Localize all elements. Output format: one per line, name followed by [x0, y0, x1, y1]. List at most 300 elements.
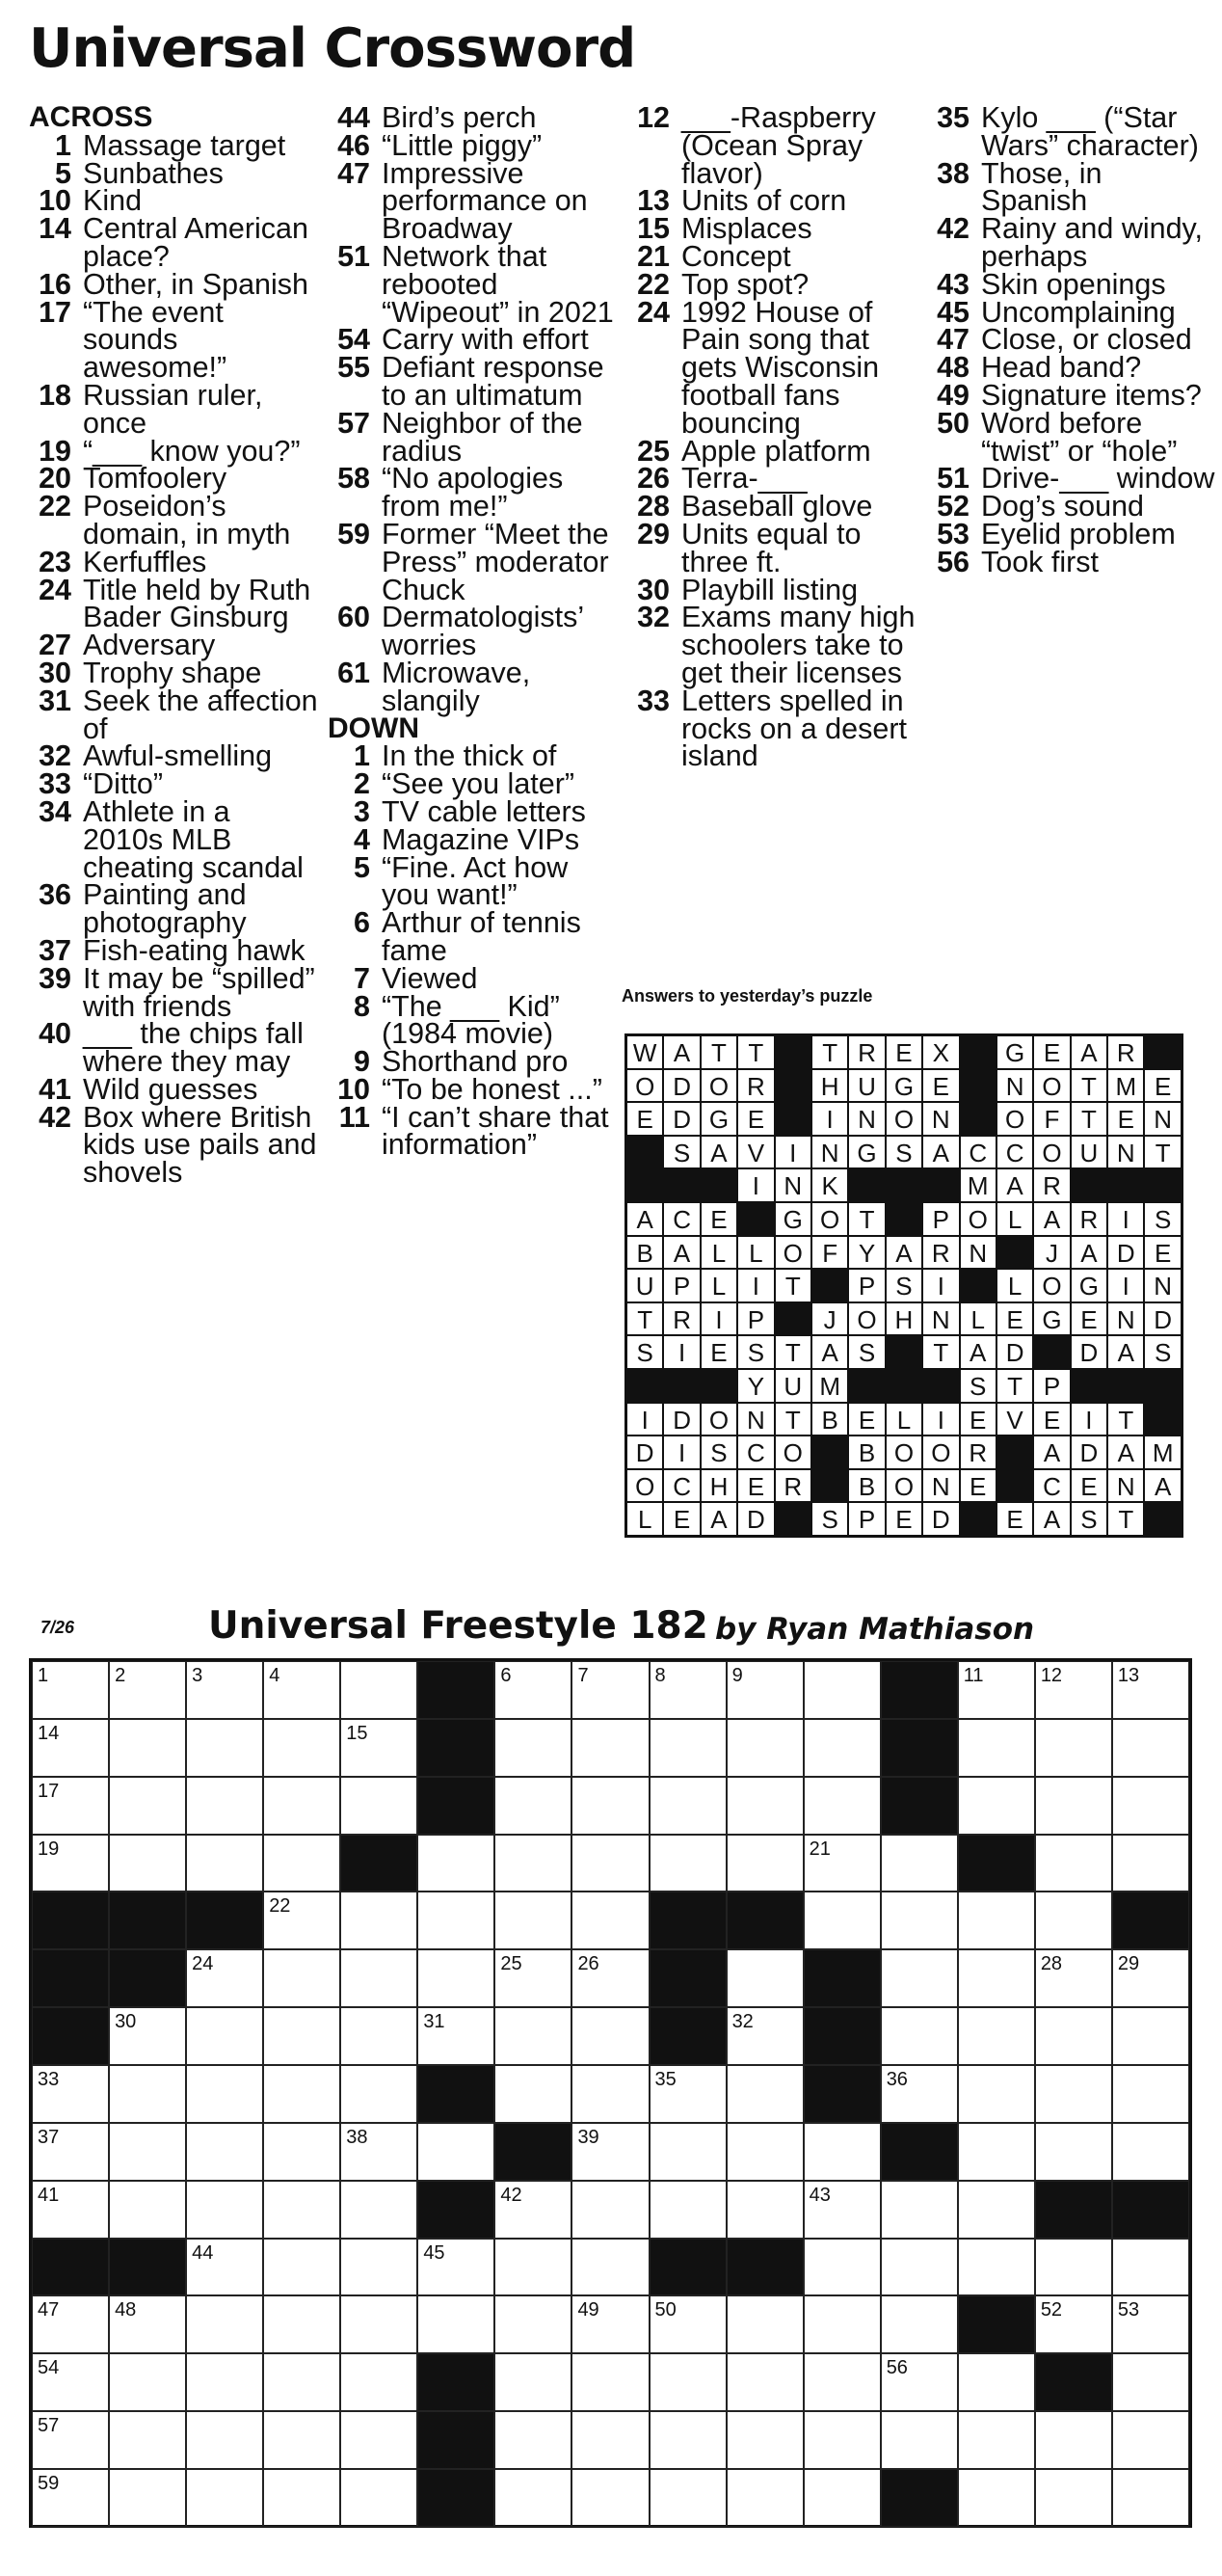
grid-cell[interactable] [650, 2469, 727, 2527]
grid-cell[interactable] [109, 2353, 186, 2411]
grid-black-cell [417, 2181, 494, 2239]
grid-cell[interactable] [881, 1949, 958, 2007]
answers-black-cell [1144, 1168, 1181, 1202]
grid-cell[interactable] [958, 1892, 1035, 1949]
grid-cell[interactable] [650, 1835, 727, 1892]
grid-row [32, 1835, 1189, 1892]
grid-cell[interactable] [109, 2123, 186, 2181]
grid-cell[interactable] [32, 2123, 109, 2181]
grid-cell[interactable] [263, 2065, 340, 2123]
answers-letter-cell: B [626, 1236, 663, 1270]
grid-cell[interactable] [650, 2353, 727, 2411]
grid-cell[interactable] [727, 1777, 804, 1835]
grid-cell[interactable] [186, 2295, 263, 2353]
answers-letter-cell: A [701, 1502, 737, 1536]
grid-cell[interactable] [263, 1661, 340, 1719]
grid-cell[interactable] [186, 2353, 263, 2411]
clue [328, 989, 617, 1051]
answers-letter-cell: I [922, 1403, 959, 1436]
grid-cell[interactable] [109, 2295, 186, 2353]
grid-black-cell [881, 2469, 958, 2527]
answers-row [626, 1469, 1182, 1503]
grid-cell[interactable] [109, 1719, 186, 1777]
answers-black-cell [775, 1069, 811, 1103]
grid-cell[interactable] [494, 2181, 571, 2239]
grid-cell[interactable] [494, 1949, 571, 2007]
grid-cell[interactable] [186, 2123, 263, 2181]
clue-text: Adversary [83, 629, 216, 662]
answers-black-cell [1144, 1403, 1181, 1436]
grid-cell[interactable] [340, 2411, 417, 2469]
answers-letter-cell: E [922, 1069, 959, 1103]
grid-cell[interactable] [571, 2469, 649, 2527]
clue-text: “To be honest ...” [382, 1072, 602, 1106]
answers-letter-cell: G [701, 1102, 737, 1136]
grid-cell[interactable] [340, 2239, 417, 2296]
grid-cell[interactable] [958, 1719, 1035, 1777]
grid-cell[interactable] [650, 1777, 727, 1835]
grid-cell[interactable] [494, 2065, 571, 2123]
answers-letter-cell: T [1107, 1502, 1144, 1536]
grid-cell[interactable] [263, 2239, 340, 2296]
grid-cell[interactable] [186, 2065, 263, 2123]
clue-text: Kerfuffles [83, 545, 207, 578]
grid-cell[interactable] [186, 1719, 263, 1777]
clue-number: 5 [55, 156, 71, 190]
grid-cell[interactable] [571, 2181, 649, 2239]
grid-cell[interactable] [186, 1661, 263, 1719]
clue [328, 351, 617, 412]
grid-cell[interactable] [494, 1892, 571, 1949]
grid-cell-number: 11 [963, 1665, 984, 1686]
clue-number: 21 [637, 239, 670, 273]
answers-letter-cell: I [1107, 1269, 1144, 1302]
grid-cell[interactable] [571, 2065, 649, 2123]
grid-cell[interactable] [727, 2469, 804, 2527]
grid-cell[interactable] [494, 1661, 571, 1719]
clue [29, 933, 318, 967]
grid-cell[interactable] [727, 2411, 804, 2469]
answers-letter-cell: S [701, 1436, 737, 1469]
answers-letter-cell: L [996, 1269, 1033, 1302]
grid-cell[interactable] [804, 2123, 881, 2181]
grid-cell[interactable] [109, 1777, 186, 1835]
answers-letter-cell: E [886, 1502, 922, 1536]
grid-cell[interactable] [32, 2181, 109, 2239]
clue [29, 1072, 318, 1106]
clue-text: Former “Meet the Press” moderator Chuck [382, 517, 609, 606]
grid-cell[interactable] [571, 2353, 649, 2411]
grid-cell[interactable] [881, 1892, 958, 1949]
answers-letter-cell: H [811, 1069, 848, 1103]
grid-cell[interactable] [1112, 2123, 1189, 2181]
grid-cell[interactable] [186, 2181, 263, 2239]
grid-cell[interactable] [109, 2469, 186, 2527]
grid-cell[interactable] [958, 2469, 1035, 2527]
grid-cell[interactable] [958, 1949, 1035, 2007]
answers-letter-cell: G [1033, 1302, 1070, 1336]
clue-text: Impressive performance on Broadway [382, 156, 588, 246]
grid-cell[interactable] [109, 2007, 186, 2065]
clue-number: 8 [354, 989, 370, 1023]
grid-cell[interactable] [571, 1777, 649, 1835]
grid-cell[interactable] [417, 1892, 494, 1949]
grid-cell[interactable] [263, 2469, 340, 2527]
grid-cell[interactable] [32, 1835, 109, 1892]
grid-cell[interactable] [186, 2469, 263, 2527]
grid-cell[interactable] [340, 1949, 417, 2007]
answers-letter-cell: O [775, 1436, 811, 1469]
grid-cell[interactable] [32, 2353, 109, 2411]
grid-cell[interactable] [650, 2295, 727, 2353]
answers-letter-cell: E [1033, 1403, 1070, 1436]
grid-cell[interactable] [650, 2181, 727, 2239]
clue-text: Arthur of tennis fame [382, 906, 581, 967]
answers-row [626, 1236, 1182, 1270]
answers-black-cell [775, 1502, 811, 1536]
grid-cell[interactable] [494, 2411, 571, 2469]
grid-cell[interactable] [263, 2353, 340, 2411]
grid-black-cell [417, 2065, 494, 2123]
clue [29, 573, 318, 634]
grid-cell[interactable] [1112, 2065, 1189, 2123]
clue-text: Wild guesses [83, 1072, 258, 1106]
clue-text: Skin openings [981, 267, 1166, 301]
grid-cell[interactable] [1112, 2007, 1189, 2065]
clue-text: Those, in Spanish [981, 156, 1102, 218]
clue-number: 55 [337, 351, 370, 385]
grid-cell[interactable] [958, 1661, 1035, 1719]
grid-cell[interactable] [340, 2123, 417, 2181]
grid-cell[interactable] [1112, 1949, 1189, 2007]
grid-cell[interactable] [1035, 1892, 1112, 1949]
grid-cell[interactable] [263, 1777, 340, 1835]
clue-number: 53 [937, 517, 970, 550]
grid-cell[interactable] [958, 2007, 1035, 2065]
answers-letter-cell: A [811, 1335, 848, 1369]
grid-cell[interactable] [340, 2469, 417, 2527]
grid-cell[interactable] [1112, 1719, 1189, 1777]
grid-cell[interactable] [727, 1949, 804, 2007]
answers-letter-cell: I [737, 1168, 774, 1202]
grid-cell[interactable] [804, 2469, 881, 2527]
clue-number: 56 [937, 545, 970, 578]
clue-text: Drive-___ window [981, 462, 1215, 496]
grid-cell[interactable] [263, 2007, 340, 2065]
answers-letter-cell: P [848, 1269, 885, 1302]
grid-cell[interactable] [340, 1661, 417, 1719]
clue-text: Shorthand pro [382, 1045, 569, 1079]
clue [627, 517, 916, 578]
grid-cell[interactable] [804, 1835, 881, 1892]
answers-black-cell [1144, 1502, 1181, 1536]
grid-cell[interactable] [650, 1719, 727, 1777]
grid-cell[interactable] [417, 1949, 494, 2007]
answers-letter-cell: L [996, 1202, 1033, 1236]
answers-letter-cell: H [701, 1469, 737, 1503]
grid-cell[interactable] [32, 1719, 109, 1777]
grid-cell[interactable] [881, 1835, 958, 1892]
grid-cell[interactable] [804, 2181, 881, 2239]
grid-cell-number: 42 [500, 2184, 522, 2206]
answers-letter-cell: S [626, 1335, 663, 1369]
grid-cell[interactable] [32, 2411, 109, 2469]
grid-cell[interactable] [1035, 2295, 1112, 2353]
grid-cell[interactable] [109, 1661, 186, 1719]
grid-black-cell [1112, 1892, 1189, 1949]
grid-cell[interactable] [571, 1949, 649, 2007]
grid-cell[interactable] [263, 1892, 340, 1949]
grid-cell[interactable] [804, 2239, 881, 2296]
grid-cell[interactable] [417, 2239, 494, 2296]
grid-cell[interactable] [727, 1719, 804, 1777]
grid-cell[interactable] [263, 2181, 340, 2239]
grid-cell[interactable] [804, 1661, 881, 1719]
grid-cell[interactable] [727, 2065, 804, 2123]
grid-cell[interactable] [494, 2469, 571, 2527]
grid-cell[interactable] [804, 2353, 881, 2411]
grid-cell[interactable] [881, 2065, 958, 2123]
grid-cell[interactable] [571, 1892, 649, 1949]
clue-text: Uncomplaining [981, 295, 1176, 329]
grid-cell[interactable] [650, 2065, 727, 2123]
answers-letter-cell: O [886, 1102, 922, 1136]
grid-cell[interactable] [109, 1835, 186, 1892]
answers-letter-cell: I [1107, 1202, 1144, 1236]
grid-cell[interactable] [494, 1777, 571, 1835]
grid-cell[interactable] [804, 1777, 881, 1835]
grid-cell[interactable] [571, 2411, 649, 2469]
grid-cell[interactable] [1035, 2007, 1112, 2065]
answers-letter-cell: D [1071, 1335, 1107, 1369]
grid-cell[interactable] [340, 2065, 417, 2123]
grid-cell[interactable] [958, 2411, 1035, 2469]
grid-cell[interactable] [186, 1835, 263, 1892]
grid-cell[interactable] [571, 1835, 649, 1892]
grid-cell[interactable] [494, 2007, 571, 2065]
grid-cell[interactable] [1035, 1719, 1112, 1777]
clue-number: 45 [937, 295, 970, 329]
grid-cell[interactable] [186, 1777, 263, 1835]
puzzle-byline: by Ryan Mathiason [715, 1612, 1035, 1647]
grid-cell[interactable] [1112, 2469, 1189, 2527]
answers-black-cell [996, 1236, 1033, 1270]
grid-cell[interactable] [804, 1719, 881, 1777]
grid-cell[interactable] [1035, 1777, 1112, 1835]
grid-cell[interactable] [1035, 2411, 1112, 2469]
grid-cell[interactable] [727, 2123, 804, 2181]
grid-cell[interactable] [32, 1777, 109, 1835]
grid-cell[interactable] [1035, 1835, 1112, 1892]
grid-cell[interactable] [263, 1835, 340, 1892]
grid-cell[interactable] [881, 2007, 958, 2065]
answers-letter-cell: S [960, 1369, 996, 1403]
grid-cell[interactable] [650, 1661, 727, 1719]
grid-cell[interactable] [881, 2181, 958, 2239]
grid-cell[interactable] [571, 1719, 649, 1777]
clue-number: 32 [39, 739, 71, 773]
grid-cell[interactable] [32, 2065, 109, 2123]
grid-cell[interactable] [340, 1719, 417, 1777]
grid-cell[interactable] [1035, 2469, 1112, 2527]
grid-cell[interactable] [1035, 1949, 1112, 2007]
grid-cell[interactable] [340, 1892, 417, 1949]
grid-cell[interactable] [417, 2123, 494, 2181]
grid-cell[interactable] [186, 2239, 263, 2296]
grid-cell[interactable] [881, 2353, 958, 2411]
grid-cell-number: 41 [38, 2184, 60, 2206]
clue-text: Signature items? [981, 378, 1202, 412]
grid-cell[interactable] [109, 2411, 186, 2469]
grid-cell[interactable] [571, 1661, 649, 1719]
answers-row [626, 1035, 1182, 1069]
grid-cell[interactable] [186, 1949, 263, 2007]
grid-cell[interactable] [1035, 2239, 1112, 2296]
grid-black-cell [650, 1892, 727, 1949]
grid-cell[interactable] [1112, 1777, 1189, 1835]
answers-letter-cell: P [1033, 1369, 1070, 1403]
clue [328, 767, 617, 801]
answers-black-cell [886, 1335, 922, 1369]
grid-cell[interactable] [494, 2295, 571, 2353]
grid-cell[interactable] [340, 2181, 417, 2239]
grid-cell[interactable] [340, 1777, 417, 1835]
grid-cell-number: 13 [1117, 1665, 1140, 1686]
grid-cell[interactable] [263, 2123, 340, 2181]
grid-cell[interactable] [340, 2295, 417, 2353]
clue [29, 434, 318, 468]
grid-cell[interactable] [186, 2411, 263, 2469]
grid-cell[interactable] [1112, 1661, 1189, 1719]
grid-cell[interactable] [186, 2007, 263, 2065]
answers-letter-cell: E [663, 1502, 700, 1536]
clue-number: 19 [39, 434, 71, 468]
grid-cell-number: 37 [38, 2126, 60, 2148]
answers-letter-cell: T [848, 1202, 885, 1236]
answers-letter-cell: A [663, 1035, 700, 1069]
grid-cell[interactable] [571, 2123, 649, 2181]
grid-cell[interactable] [650, 2123, 727, 2181]
answers-letter-cell: T [1071, 1069, 1107, 1103]
grid-cell[interactable] [881, 2295, 958, 2353]
clue-number: 54 [337, 323, 370, 357]
grid-cell-number: 28 [1040, 1953, 1063, 1975]
answers-letter-cell: S [1071, 1502, 1107, 1536]
grid-cell[interactable] [263, 1719, 340, 1777]
grid-cell-number: 54 [38, 2357, 60, 2379]
grid-cell[interactable] [727, 2007, 804, 2065]
clue-text: Network that rebooted “Wipeout” in 2021 [382, 239, 614, 329]
grid-cell[interactable] [494, 1719, 571, 1777]
grid-cell[interactable] [109, 2181, 186, 2239]
grid-cell[interactable] [417, 1835, 494, 1892]
grid-cell[interactable] [494, 2239, 571, 2296]
grid-cell[interactable] [417, 2007, 494, 2065]
grid-cell[interactable] [1112, 1835, 1189, 1892]
grid-cell[interactable] [727, 2353, 804, 2411]
grid-cell[interactable] [958, 2065, 1035, 2123]
grid-cell[interactable] [263, 2295, 340, 2353]
answers-black-cell [960, 1035, 996, 1069]
answers-letter-cell: R [960, 1436, 996, 1469]
clue-text: Units of corn [681, 184, 847, 218]
grid-black-cell [650, 2239, 727, 2296]
grid-cell[interactable] [571, 2295, 649, 2353]
answers-letter-cell: B [811, 1403, 848, 1436]
answers-black-cell [811, 1436, 848, 1469]
grid-cell[interactable] [958, 2239, 1035, 2296]
answers-black-cell [701, 1168, 737, 1202]
answers-row [626, 1302, 1182, 1336]
clue-number: 33 [637, 684, 670, 717]
clue [328, 906, 617, 967]
grid-cell[interactable] [804, 2295, 881, 2353]
grid-cell[interactable] [727, 2181, 804, 2239]
answers-letter-cell: S [886, 1136, 922, 1169]
grid-cell[interactable] [109, 2065, 186, 2123]
grid-cell[interactable] [32, 2469, 109, 2527]
grid-cell[interactable] [1112, 2353, 1189, 2411]
grid-cell[interactable] [571, 2007, 649, 2065]
clue-number: 29 [637, 517, 670, 550]
grid-cell[interactable] [494, 2353, 571, 2411]
clue-number: 14 [39, 212, 71, 246]
grid-cell[interactable] [263, 2411, 340, 2469]
grid-cell[interactable] [727, 1661, 804, 1719]
clue-number: 1 [55, 128, 71, 162]
grid-cell[interactable] [1035, 2065, 1112, 2123]
clue-text: Seek the affection of [83, 684, 318, 745]
grid-cell[interactable] [958, 2353, 1035, 2411]
grid-cell-number: 48 [115, 2299, 137, 2321]
grid-row [32, 1777, 1189, 1835]
grid-cell[interactable] [1035, 2123, 1112, 2181]
clue-text: “No apologies from me!” [382, 462, 564, 523]
puzzle-date: 7/26 [40, 1618, 75, 1637]
grid-cell[interactable] [494, 1835, 571, 1892]
grid-cell[interactable] [804, 1892, 881, 1949]
clue [927, 378, 1216, 412]
grid-cell[interactable] [417, 2295, 494, 2353]
answers-letter-cell: A [626, 1202, 663, 1236]
grid-cell[interactable] [1112, 2239, 1189, 2296]
grid-cell[interactable] [727, 1835, 804, 1892]
grid-cell[interactable] [340, 2007, 417, 2065]
grid-cell[interactable] [958, 2181, 1035, 2239]
grid-cell[interactable] [1112, 2295, 1189, 2353]
grid-cell[interactable] [32, 2295, 109, 2353]
answers-row [626, 1136, 1182, 1169]
grid-cell[interactable] [340, 2353, 417, 2411]
grid-cell[interactable] [263, 1949, 340, 2007]
answers-letter-cell: L [886, 1403, 922, 1436]
grid-cell[interactable] [958, 2123, 1035, 2181]
grid-cell[interactable] [881, 2411, 958, 2469]
grid-cell[interactable] [804, 2411, 881, 2469]
grid-cell[interactable] [1035, 1661, 1112, 1719]
grid-cell[interactable] [1112, 2411, 1189, 2469]
grid-cell[interactable] [32, 1661, 109, 1719]
grid-cell[interactable] [958, 1777, 1035, 1835]
clue-text: Carry with effort [382, 323, 589, 357]
grid-cell-number: 29 [1117, 1953, 1140, 1975]
grid-cell[interactable] [650, 2411, 727, 2469]
grid-cell[interactable] [727, 2295, 804, 2353]
grid-row [32, 2181, 1189, 2239]
grid-cell[interactable] [881, 2239, 958, 2296]
clue-column-3 [627, 101, 916, 773]
grid-cell[interactable] [571, 2239, 649, 2296]
